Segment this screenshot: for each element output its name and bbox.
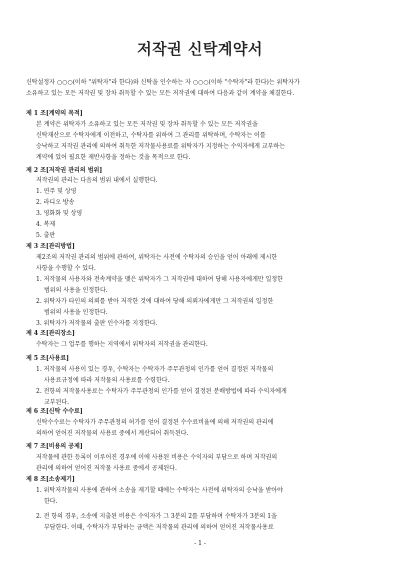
- article-1-heading: 제 1 조[계약의 목적]: [26, 110, 83, 117]
- article-2-heading: 제 2 조[저작권 관리의 범위]: [26, 167, 103, 174]
- article-1-line: 본 계약은 위탁자가 소유하고 있는 모든 저작권 및 장차 취득할 수 있는 모든 저작권을: [36, 121, 258, 128]
- article-6-line: 의하여 얻어진 저작물의 사용료 중에서 계산되어 취득된다.: [36, 430, 189, 437]
- document-title: 저작권 신탁계약서: [137, 40, 263, 58]
- article-6-heading: 제 6 조[신탁 수수료]: [26, 408, 83, 415]
- article-1-line: 계약에 있어 필요한 제반사항을 정하는 것을 목적으로 한다.: [36, 154, 191, 161]
- article-3-heading: 제 3 조[관리방법]: [26, 243, 75, 250]
- intro-line-2: 소유하고 있는 모든 저작권 및 장차 취득할 수 있는 모든 저작권에 대하여 다음과 같이 계약을 체결한다.: [26, 90, 295, 97]
- article-8-item: 2. 전 항의 경우, 소송에 지출된 비용은 수익자가 그 3분의 2를 부담하며 수탁자가 3분의 1을: [36, 513, 277, 520]
- article-3-item: 범위의 사용을 인정한다.: [44, 287, 108, 294]
- article-2-item: 4. 복제: [36, 221, 56, 228]
- article-3-item: 3. 위탁자가 저작물의 출판 인수자를 지정한다.: [36, 320, 158, 327]
- article-2-item: 3. 영화화 및 상영: [36, 210, 83, 217]
- article-4-heading: 제 4 조[관리장소]: [26, 330, 75, 337]
- article-8-item: 부담한다. 이때, 수탁자가 부담하는 금액은 저작물의 관리에 의하여 얻어진 저작물사용료: [44, 524, 274, 531]
- article-8-heading: 제 8 조[소송제기]: [26, 476, 75, 483]
- article-5-item: 1. 저작물의 사용이 있는 경우, 수탁자는 수탁자가 주무관청의 인가를 얻어 결정된 저작물의: [36, 366, 274, 373]
- article-2-item: 5. 출판: [36, 232, 56, 239]
- article-2-lead: 저작권의 관리는 다음의 범위 내에서 실행한다.: [36, 177, 158, 184]
- page-number: - 1 -: [194, 540, 206, 547]
- article-3-item: 범위의 사용을 인정한다.: [44, 309, 108, 316]
- article-7-line: 저작물에 관한 등록이 이루어진 경우에 이에 사용된 비용은 수익자의 부담으로 하며 저작권의: [36, 454, 278, 461]
- article-5-item: 사용료규정에 따라 저작물의 사용료를 수령한다.: [44, 377, 170, 384]
- article-3-line: 사항을 수행할 수 있다.: [36, 265, 96, 272]
- article-2-item: 1. 연주 및 상영: [36, 188, 77, 195]
- article-5-heading: 제 5 조[사용료]: [26, 355, 70, 362]
- article-4-line: 수탁자는 그 업무를 행하는 지역에서 위탁자의 저작권을 관리한다.: [36, 341, 208, 348]
- article-6-line: 신탁수수료는 수탁자가 주무관청의 허가를 얻어 결정된 수수료비율에 의해 저작권의 관리에: [36, 419, 274, 426]
- article-5-item: 교부된다.: [44, 399, 70, 406]
- article-5-item: 2. 전항의 저작물사용료는 수탁자가 주무관청의 인가를 얻어 결정된 분배방법에 따라 수익자에게: [36, 388, 287, 395]
- article-8-item: 1. 위탁저작물의 사용에 관하여 소송을 제기할 때에는 수탁자는 사전에 위탁자의 승낙을 받아야: [36, 487, 283, 494]
- article-1-line: 신탁재산으로 수탁자에게 이전하고, 수탁자를 위하여 그 관리를 위탁하며, 수탁자는 이를: [36, 132, 266, 139]
- article-8-item: 한다.: [44, 498, 58, 505]
- article-7-heading: 제 7 조[비용의 공제]: [26, 443, 83, 450]
- article-2-item: 2. 라디오 방송: [36, 199, 75, 206]
- article-1-line: 승낙하고 저작권 관리에 의하여 취득한 저작물사용료를 위탁자가 지정하는 수익자에게 교부하는: [36, 143, 286, 150]
- article-3-line: 제2조의 저작권 관리의 범위에 관하여, 위탁자는 사전에 수탁자의 승인을 얻어 아래에 제시한: [36, 254, 278, 261]
- intro-line-1: 신탁설정자 ○○○(이하 "위탁자"라 한다)와 신탁을 인수하는 자 ○○○(이하 "수탁자"라 한다)는 위탁자가: [26, 79, 300, 86]
- article-3-item: 2. 위탁자가 타인의 의뢰를 받아 저작한 것에 대하여 당해 의뢰자에게만 그 저작권의 일정한: [36, 298, 274, 305]
- article-7-line: 관리에 의하여 얻어진 저작물 사용료 중에서 공제된다.: [36, 465, 177, 472]
- article-3-item: 1. 저작물의 사용자와 전속계약을 맺은 위탁자가 그 저작권에 대하여 당해 사용자에게만 일정한: [36, 276, 283, 283]
